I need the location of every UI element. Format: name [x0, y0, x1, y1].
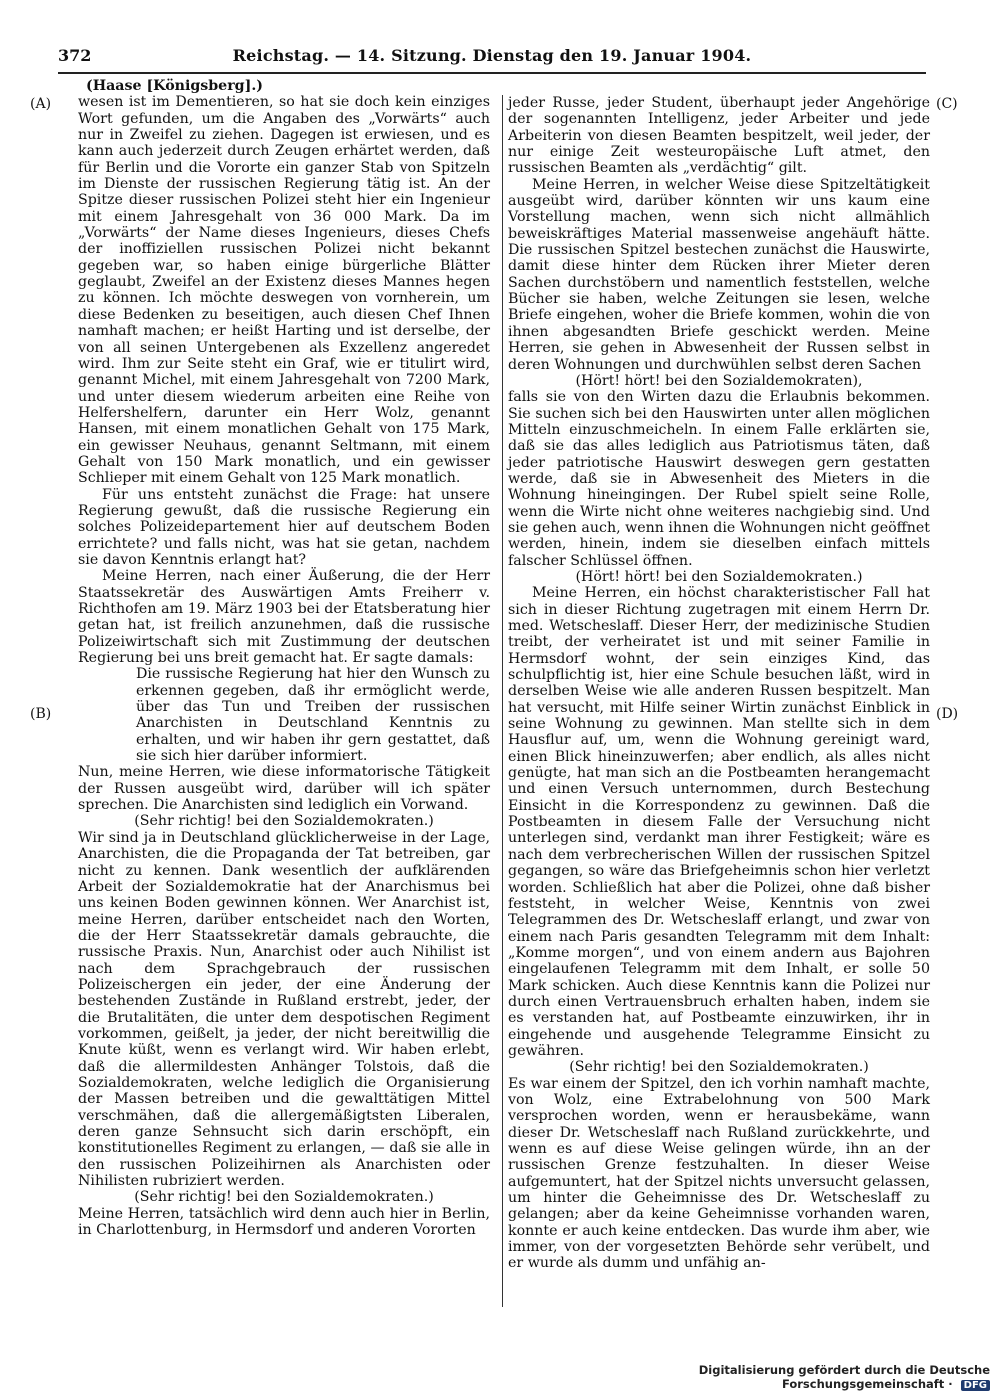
paragraph: Nun, meine Herren, wie diese informatorische Tätigkeit der Russen ausgeübt wird, darüber will ich später sprechen. Die Anarchisten sind lediglich ein Vorwand. — [78, 764, 490, 814]
dfg-logo: DFG — [961, 1380, 990, 1391]
interjection: (Hört! hört! bei den Sozialdemokraten.) — [575, 568, 863, 585]
paragraph: falls sie von den Wirten dazu die Erlaubnis bekommen. Sie suchen sich bei den Hauswirten unter allen möglichen Mitteln einzuschmeicheln. In einem Falle erklärten sie, daß sie das alles lediglich aus Patriotismus täten, daß jeder patriotische Hauswirt deswegen gern gestatten werde, daß sie in Abwesenheit des Mieters in die Wohnung hineingingen. Der Rubel spielt seine Rolle, wenn die Wirte nicht ohne weiteres nachgiebig sind. Und sie gehen auch, wenn ihnen die Wohnungen nicht geöffnet werden, hinein, indem sie dieselben einfach mittels falscher Schlüssel öffnen. — [508, 389, 930, 569]
interjection: (Hört! hört! bei den Sozialdemokraten), — [575, 372, 863, 389]
interjection: (Sehr richtig! bei den Sozialdemokraten.) — [134, 1189, 434, 1206]
page-header — [58, 44, 926, 70]
paragraph: Meine Herren, in welcher Weise diese Spitzeltätigkeit ausgeübt wird, darüber könnten wir uns kaum eine Vorstellung machen, wenn sich nicht allmählich beweiskräftiges Material massenweise angehäuft hätte. Die russischen Spitzel bestechen zunächst die Hauswirte, damit diese hinter dem Rücken ihrer Mieter deren Sachen durchstöbern und namentlich feststellen, welche Bücher sie haben, welche Zeitungen sie lesen, welche Briefe eingehen, woher die Briefe kommen, wohin die von ihnen abgesandten Briefe geschickt werden. Meine Herren, sie gehen in Abwesenheit der Russen selbst in deren Wohnungen und durchwühlen selbst deren Sachen — [508, 176, 930, 373]
column-divider — [502, 95, 503, 1307]
left-column — [78, 78, 490, 1238]
header-rule — [58, 72, 926, 74]
running-title: Reichstag. — 14. Sitzung. Dienstag den 19. Januar 1904. — [232, 46, 752, 65]
paragraph: jeder Russe, jeder Student, überhaupt jeder Angehörige der sogenannten Intelligenz, jeder Arbeiter und jede Arbeiterin von diesen Beamten bespitzelt, weil jeder, der nur einige Zeit westeuropäische Luft atmet, den russischen Beamten als „verdächtig“ gilt. — [508, 95, 930, 177]
speaker-tag: (Haase [Königsberg].) — [86, 78, 263, 94]
credit-text: Digitalisierung gefördert durch die Deutsche Forschungsgemeinschaft · — [698, 1363, 990, 1391]
block-quote: Die russische Regierung hat hier den Wunsch zu erkennen gegeben, daß ihr ermöglicht werde, über das Tun und Treiben der russischen Anarchisten in Deutschland Kenntnis zu erhalten, und wir haben ihr gern gestattet, daß sie sich hier darüber informiert. — [136, 666, 490, 765]
paragraph: wesen ist im Dementieren, so hat sie doch kein einziges Wort gefunden, um die Angaben des „Vorwärts“ auch nur in Zweifel zu ziehen. Dagegen ist erwiesen, und es kann auch jederzeit durch Zeugen erhärtet werden, daß für Berlin und die Vororte ein ganzer Stab von Spitzeln im Dienste der russischen Regierung tätig ist. An der Spitze dieser russischen Polizei steht hier ein Ingenieur mit einem Jahresgehalt von 36 000 Mark. Da im „Vorwärts“ der Name dieses Ingenieurs, dieses Chefs der inoffiziellen russischen Polizei nicht bekannt gegeben war, so haben einige bürgerliche Blätter geglaubt, Zweifel an der Existenz dieses Mannes hegen zu können. Ich möchte deswegen von vornherein, um diese Bedenken zu beseitigen, auch diesen Chef Ihnen namhaft machen; er heißt Harting und ist derselbe, der von all seinen Untergebenen als Exzellenz angeredet wird. Ihm zur Seite steht ein Graf, wie er titulirt wird, genannt Michel, mit einem Jahresgehalt von 7200 Mark, und unter diesem wiederum arbeiten eine Reihe von Helfershelfern, darunter ein Herr Wolz, genannt Hansen, mit einem monatlichen Gehalt von 175 Mark, ein gewisser Neuhaus, genannt Seltmann, mit einem Gehalt von 150 Mark monatlich, und ein gewisser Schlieper mit einem Gehalt von 125 Mark monatlich. — [78, 94, 490, 487]
paragraph: Meine Herren, ein höchst charakteristischer Fall hat sich in dieser Richtung zugetragen mit einem Herrn Dr. med. Wetscheslaff. Dieser Herr, der medizinische Studien treibt, der verheiratet ist und mit seiner Familie in Hermsdorf wohnt, der sein einziges Kind, das schulpflichtig ist, hier eine Schule besuchen läßt, wird in derselben Weise wie alle anderen Russen bespitzelt. Man hat versucht, mit Hilfe seiner Wirtin zunächst Einblick in seine Wohnung zu gewinnen. Man stellte sich in dem Hausflur auf, um, wenn die Wohnung gereinigt ward, einen Blick hineinzuwerfen; aber endlich, als alles nicht genügte, hat man sich an die Postbeamten herangemacht und einen Versuch unternommen, durch Bestechung Einsicht in die Korrespondenz zu gewinnen. Daß die Postbeamten in diesem Falle der Versuchung nicht unterlegen sind, verdankt man ihrer Festigkeit; wäre es nach dem verbrecherischen Willen der russischen Spitzel gegangen, so wäre das Briefgeheimnis schon hier verletzt worden. Schließlich hat aber die Polizei, ohne daß bisher feststeht, in welcher Weise, Kenntnis von zwei Telegrammen des Dr. Wetscheslaff erlangt, und zwar von einem nach Paris gesandten Telegramm mit dem Inhalt: „Komme morgen“, und von einem andern aus Bajohren eingelaufenen Telegramm mit dem Inhalt, er solle 50 Mark schicken. Auch diese Kenntnis kann die Polizei nur durch einen Vertrauensbruch erhalten haben, indem sie es verstanden hat, auf Postbeamte einzuwirken, ihr in eingehende und ausgehende Telegramme Einsicht zu gewähren. — [508, 585, 930, 1059]
margin-letter-d: (D) — [936, 706, 959, 722]
margin-letter-c: (C) — [936, 96, 958, 112]
margin-letter-b: (B) — [30, 706, 52, 722]
paragraph: Meine Herren, nach einer Äußerung, die der Herr Staatssekretär des Auswärtigen Amts Freiherr v. Richthofen am 19. März 1903 bei der Etatsberatung hier getan hat, ist freilich anzunehmen, daß die russische Polizeiwirtschaft sich mit Zustimmung der deutschen Regierung bei uns breit gemacht hat. Er sagte damals: — [78, 568, 490, 667]
right-column — [508, 95, 930, 1272]
paragraph: Es war einem der Spitzel, den ich vorhin namhaft machte, von Wolz, eine Extrabelohnung von 500 Mark versprochen worden, wenn er herausbekäme, wann dieser Dr. Wetscheslaff nach Rußland zurückkehrte, und wenn es auf diese Weise gelingen würde, ihn an der russischen Grenze festzuhalten. In dieser Weise aufgemuntert, hat der Spitzel nichts unversucht gelassen, um hinter die Geheimnisse des Dr. Wetscheslaff zu gelangen; aber da keine Geheimnisse vorhanden waren, konnte er auch keine entdecken. Das wurde ihm aber, wie immer, von der vorgesetzten Behörde sehr verübelt, und er wurde als dumm und unfähig an- — [508, 1075, 930, 1272]
page-number: 372 — [58, 46, 92, 65]
paragraph: Wir sind ja in Deutschland glücklicherweise in der Lage, Anarchisten, die die Propaganda der Tat betreiben, gar nicht zu kennen. Dank wesentlich der aufklärenden Arbeit der Sozialdemokratie hat der Anarchismus bei uns keinen Boden gewinnen können. Wer Anarchist ist, meine Herren, darüber entscheidet nach den Worten, die der Herr Staatssekretär damals gebrauchte, die russische Praxis. Nun, Anarchist oder auch Nihilist ist nach dem Sprachgebrauch der russischen Polizeischergen ein jeder, der eine Änderung der bestehenden Zustände in Rußland erstrebt, jeder, der die Brutalitäten, die unter dem despotischen Regiment vorkommen, geißelt, ja jeder, der nicht bereitwillig die Knute küßt, wenn es verlangt wird. Wir haben erlebt, daß die allermildesten Anhänger Tolstois, daß die Sozialdemokraten, welche lediglich die Organisierung der Massen betreiben und die gewalttätigen Mittel verschmähen, daß die allergemäßigtsten Liberalen, deren ganze Sehnsucht sich darin erschöpft, ein konstitutionelles Regiment zu erlangen, — daß sie alle in den russischen Polizeihirnen als Anarchisten oder Nihilisten rubriziert werden. — [78, 829, 490, 1190]
digitization-credit — [600, 1363, 990, 1391]
interjection: (Sehr richtig! bei den Sozialdemokraten.) — [134, 813, 434, 830]
paragraph: Meine Herren, tatsächlich wird denn auch hier in Berlin, in Charlottenburg, in Hermsdorf und anderen Vororten — [78, 1205, 490, 1239]
paragraph: Für uns entsteht zunächst die Frage: hat unsere Regierung gewußt, daß die russische Regierung ein solches Polizeidepartement hier auf deutschem Boden errichtete? und falls nicht, was hat sie getan, nachdem sie davon Kenntnis erlangt hat? — [78, 486, 490, 568]
interjection: (Sehr richtig! bei den Sozialdemokraten.) — [569, 1059, 869, 1076]
margin-letter-a: (A) — [30, 96, 52, 112]
